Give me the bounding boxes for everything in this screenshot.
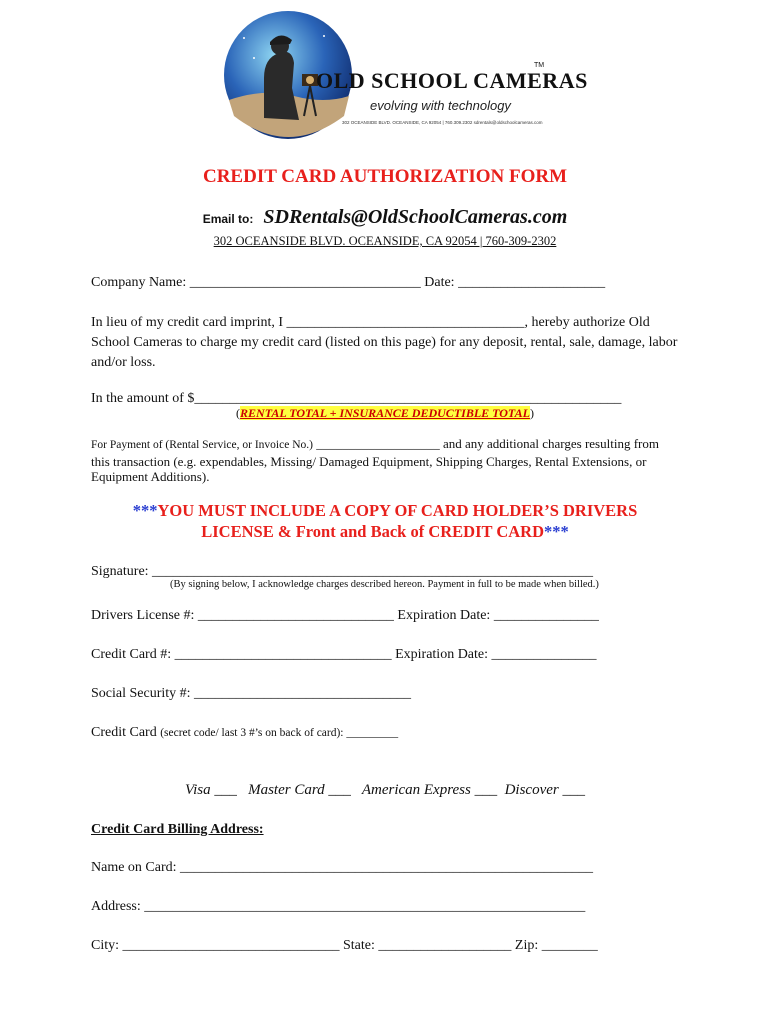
- authorization-paragraph: In lieu of my credit card imprint, I __________________________________, hereby authorize Old School Cameras to charge my credit card (listed on this page) for any deposit, rental, sale, damage, labor and/or loss.: [91, 315, 678, 370]
- email-row: [0, 206, 770, 229]
- trademark-mark: TM: [534, 62, 545, 69]
- cvv-label: Credit Card: [91, 725, 161, 740]
- payment-rest: ___________________ and any additional charges resulting from this transaction (e.g. expendables, Missing/ Damaged Equipment, Shipping Charges, Rental Extensions, or Equipment Additions).: [91, 436, 659, 484]
- card-security-code-line: [91, 725, 398, 741]
- city-state-zip-line: City: _______________________________ State: ___________________ Zip: ________: [91, 938, 598, 953]
- payment-prefix: For Payment of (Rental Service, or Invoice No.): [91, 439, 313, 451]
- billing-address-line: Address: _______________________________________________________________: [91, 899, 586, 914]
- cvv-rest: (secret code/ last 3 #’s on back of card): _________: [160, 727, 399, 739]
- name-on-card-line: Name on Card: ___________________________________________________________: [91, 860, 594, 875]
- company-address: 302 OCEANSIDE BLVD. OCEANSIDE, CA 92054 | 760-309-2302: [213, 234, 557, 248]
- signature-note: (By signing below, I acknowledge charges described hereon. Payment in full to be made when billed.): [170, 579, 599, 590]
- credit-card-number-line: Credit Card #: _______________________________ Expiration Date: _______________: [91, 647, 597, 662]
- email-label: Email to:: [202, 212, 254, 226]
- signature-line: Signature: _______________________________________________________________: [91, 564, 594, 579]
- amount-note-highlight: RENTAL TOTAL + INSURANCE DEDUCTIBLE TOTAL: [240, 406, 530, 420]
- card-type-options: Visa ___ Master Card ___ American Express ___ Discover ___: [185, 782, 585, 798]
- warning-line-1: YOU MUST INCLUDE A COPY OF CARD HOLDER’S DRIVERS: [157, 501, 638, 520]
- billing-heading: Credit Card Billing Address:: [91, 822, 264, 837]
- warning-line-2: LICENSE & Front and Back of CREDIT CARD: [201, 522, 544, 541]
- payment-paragraph: [91, 436, 671, 485]
- amount-note: [0, 406, 770, 421]
- brand-name: OLD SCHOOL CAMERAS: [316, 68, 588, 93]
- company-date-line: Company Name: _________________________________ Date: _____________________: [91, 275, 606, 290]
- warning-stars-right: ***: [544, 522, 569, 541]
- social-security-line: Social Security #: _______________________________: [91, 686, 412, 701]
- amount-note-open: (: [236, 406, 241, 420]
- license-warning: [0, 500, 770, 542]
- email-address[interactable]: SDRentals@OldSchoolCameras.com: [263, 206, 568, 228]
- brand-tagline: evolving with technology: [370, 98, 511, 113]
- warning-stars-left: ***: [132, 501, 158, 520]
- company-logo: [224, 8, 588, 142]
- form-title: CREDIT CARD AUTHORIZATION FORM: [202, 166, 568, 187]
- drivers-license-line: Drivers License #: ____________________________ Expiration Date: _______________: [91, 608, 599, 623]
- amount-line: In the amount of $_____________________________________________________________: [91, 391, 622, 406]
- logo-small-address: 302 OCEANSIDE BLVD. OCEANSIDE, CA 92054 | 760.309.2302 sdrentals@oldschoolcameras.com: [342, 120, 543, 125]
- amount-note-close: ): [529, 406, 534, 420]
